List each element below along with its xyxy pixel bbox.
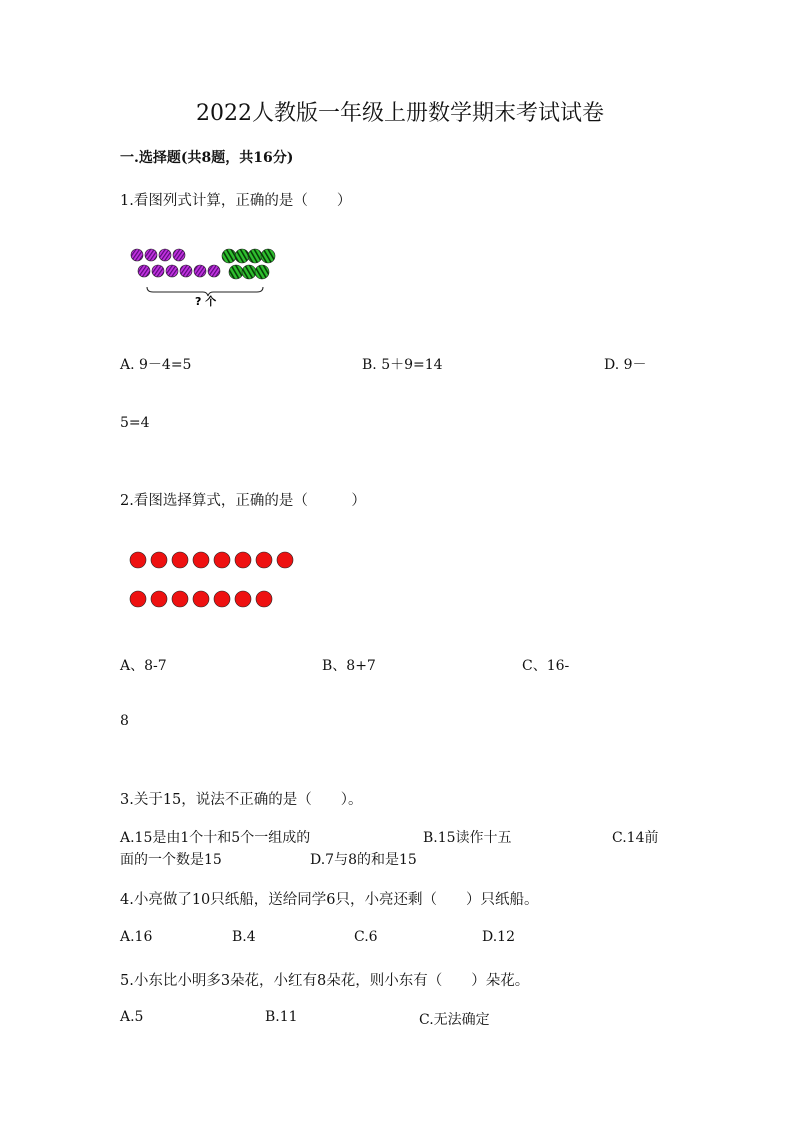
red-dot (130, 552, 146, 568)
question-5-option-b[interactable]: B.11 (265, 1009, 298, 1025)
question-1-figure (125, 243, 285, 313)
brace-label: ? 个 (195, 295, 217, 308)
purple-ball-group (131, 249, 220, 277)
question-3-option-c-continued: 面的一个数是15 (120, 852, 222, 868)
red-dot (151, 552, 167, 568)
red-dot (151, 591, 167, 607)
green-ball (229, 265, 243, 279)
red-dot-row-1 (130, 552, 293, 568)
question-2-option-a[interactable]: A、8-7 (120, 658, 167, 674)
question-4-option-a[interactable]: A.16 (120, 929, 153, 945)
red-dot (256, 552, 272, 568)
question-3-option-a[interactable]: A.15是由1个十和5个一组成的 (120, 830, 311, 846)
green-ball (242, 265, 256, 279)
purple-ball (145, 249, 157, 261)
question-3-option-d[interactable]: D.7与8的和是15 (310, 852, 417, 868)
purple-ball (173, 249, 185, 261)
purple-ball (159, 249, 171, 261)
purple-ball (194, 265, 206, 277)
green-ball-group (222, 249, 275, 279)
section-heading: 一.选择题(共8题，共16分) (120, 150, 294, 166)
question-1-option-a[interactable]: A. 9－4=5 (120, 357, 192, 373)
green-ball (255, 265, 269, 279)
question-1-stem: 1.看图列式计算，正确的是（ ） (120, 193, 352, 209)
question-5-stem: 5.小东比小明多3朵花，小红有8朵花，则小东有（ ）朵花。 (120, 973, 530, 989)
green-ball (222, 249, 236, 263)
question-4-option-b[interactable]: B.4 (232, 929, 256, 945)
purple-ball (152, 265, 164, 277)
question-3-stem: 3.关于15，说法不正确的是（ ）。 (120, 792, 363, 808)
question-4-stem: 4.小亮做了10只纸船，送给同学6只，小亮还剩（ ）只纸船。 (120, 892, 539, 908)
purple-ball (166, 265, 178, 277)
red-dot (193, 591, 209, 607)
question-2-stem: 2.看图选择算式，正确的是（ ） (120, 493, 366, 509)
question-4-option-c[interactable]: C.6 (354, 929, 378, 945)
red-dot (172, 552, 188, 568)
question-5-option-a[interactable]: A.5 (120, 1009, 144, 1025)
question-2-option-c[interactable]: C、16- (522, 658, 570, 674)
green-ball (248, 249, 262, 263)
question-2-figure (124, 546, 294, 616)
red-dot (214, 552, 230, 568)
green-ball (261, 249, 275, 263)
red-dot (130, 591, 146, 607)
question-5-option-c[interactable]: C.无法确定 (419, 1012, 490, 1028)
purple-ball (180, 265, 192, 277)
red-dot (214, 591, 230, 607)
red-dot (256, 591, 272, 607)
red-dot-row-2 (130, 591, 272, 607)
red-dot (172, 591, 188, 607)
purple-ball (138, 265, 150, 277)
question-2-option-c-continued: 8 (120, 713, 129, 729)
red-dot (235, 591, 251, 607)
question-1-option-b[interactable]: B. 5＋9=14 (362, 357, 443, 373)
purple-ball (208, 265, 220, 277)
page-title: 2022人教版一年级上册数学期末考试试卷 (196, 101, 604, 126)
red-dot (235, 552, 251, 568)
green-ball (235, 249, 249, 263)
purple-ball (131, 249, 143, 261)
red-dot (193, 552, 209, 568)
question-3-option-c[interactable]: C.14前 (612, 830, 659, 846)
question-1-option-d-continued: 5=4 (120, 415, 150, 431)
red-dot (277, 552, 293, 568)
question-4-option-d[interactable]: D.12 (482, 929, 515, 945)
question-2-option-b[interactable]: B、8+7 (322, 658, 376, 674)
question-1-option-d[interactable]: D. 9－ (604, 357, 647, 373)
question-3-option-b[interactable]: B.15读作十五 (423, 830, 512, 846)
